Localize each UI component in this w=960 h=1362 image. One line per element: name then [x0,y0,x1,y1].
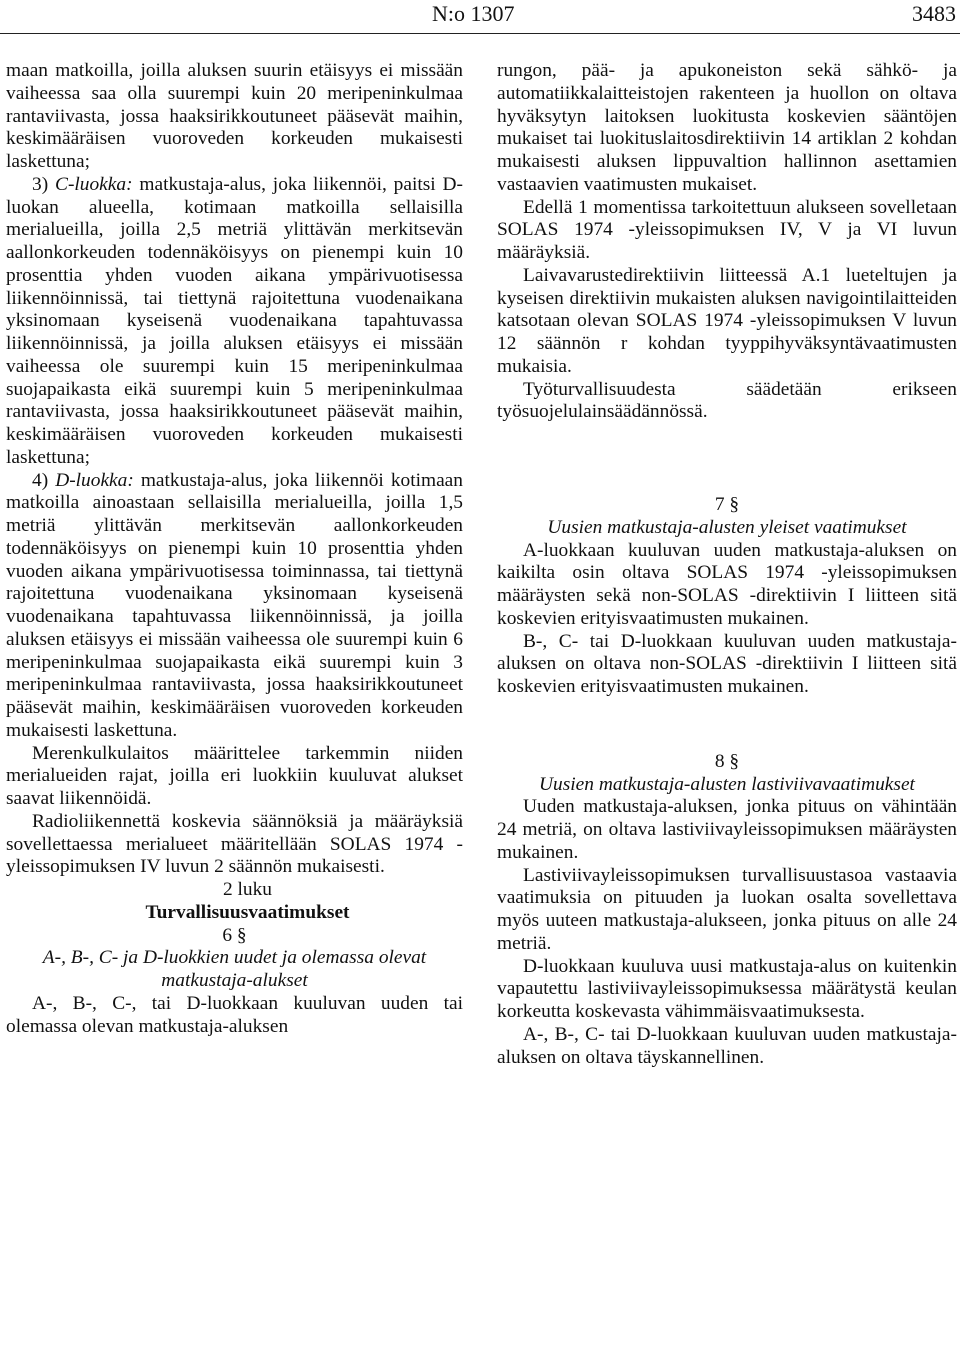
section-title: Uusien matkustaja-alusten lastiviivavaatimukset [539,773,915,795]
paragraph: A-, B-, C-, tai D-luokkaan kuuluvan uuden tai olemassa olevan matkustaja-aluksen [6,992,463,1037]
paragraph: rungon, pää- ja apukoneiston sekä sähkö- ja automatiikkalaitteistojen rakenteen ja huollon on oltava hyväksytyn laitoksen luokitusta koskevien sääntöjen mukaiset tai luokituslaitosdirektiivin 14 artiklan 2 kohdan mukaisesti aluksen lippuvaltion hallinnon asettamien vastaavien vaatimusten mukaiset. [497,60,957,195]
section-title: Uusien matkustaja-alusten yleiset vaatimukset [547,516,907,538]
class-term: C-luokka: [55,173,133,195]
paragraph: Lastiviivayleissopimuksen turvallisuustasoa vastaavia vaatimuksia on pituuden ja luokan osalta sovellettava myös uuteen matkustaja-alukseen, jonka pituus on alle 24 metriä. [497,864,957,954]
paragraph: B-, C- tai D-luokkaan kuuluvan uuden matkustaja-aluksen on oltava non-SOLAS -direktiivin I liitteen sitä koskevien erityisvaatimusten mukainen. [497,630,957,697]
paragraph: Edellä 1 momentissa tarkoitettuun alukseen sovelletaan SOLAS 1974 -yleissopimuksen IV, V ja VI luvun määräyksiä. [497,196,957,263]
page-number: 3483 [912,1,956,26]
paragraph: Laivavarustedirektiivin liitteessä A.1 lueteltujen ja kyseisen direktiivin mukaisten aluksen navigointilaitteiden katsotaan olevan SOLAS 1974 -yleissopimuksen V luvun 12 säännön r kohdan tyyppihyväksyntävaatimusten mukaisia. [497,264,957,377]
section-number: 6 § [222,924,247,946]
section-number: 7 § [714,494,740,515]
paragraph: Uuden matkustaja-aluksen, jonka pituus on vähintään 24 metriä, on oltava lastiviivayleissopimuksen määräysten mukainen. [497,796,957,863]
left-column [6,60,463,1038]
paragraph: A-, B-, C- tai D-luokkaan kuuluvan uuden matkustaja-aluksen on oltava täyskannellinen. [497,1023,957,1068]
class-term: D-luokka: [55,469,134,491]
item-number: 4) [32,469,56,491]
paragraph: Radioliikennettä koskevia säännöksiä ja määräyksiä sovellettaessa merialueet määritellään SOLAS 1974 -yleissopimuksen IV luvun 2 säännön mukaisesti. [6,810,463,878]
item-number: 3) [32,173,56,195]
chapter-title: Turvallisuusvaatimukset [145,901,350,923]
definition-text: matkustaja-alus, joka liikennöi kotimaan matkoilla ainoastaan sellaisilla merialueilla, joilla 1,5 metriä ylittävän merkitsevän aallonkorkeuden todennäköisyys on pienempi kuin 10 prosenttia yhden vuoden aikana ympärivuotisessa toiminnassa, tai tiettynä rajoitettuna vuodenaikana yksinomaan kyseisenä vuodenaikana tapahtuvassa liikennöinnissä, ja joilla aluksen etäisyys ei missään vaiheessa ole suurempi kuin 6 meripeninkulmaa suojapaikasta eikä suurempi kuin 3 meripeninkulmaa rantaviivasta, jossa haaksirikkoutuneet pääsevät maihin, keskimääräisen vuoroveden korkeuden mukaisesti laskettuna. [6,469,463,741]
chapter-number: 2 luku [222,879,273,900]
header-rule [0,33,960,34]
definition-text: matkustaja-alus, joka liikennöi, paitsi D-luokan alueella, kotimaan matkoilla sellaisilla merialueilla, joilla 2,5 metriä ylittävän merkitsevän aallonkorkeuden todennäköisyys on pienempi kuin 10 prosenttia yhden vuoden aikana ympärivuotisessa liikennöinnissä, tai tiettynä rajoitettuna vuodenaikana yksinomaan kyseisenä vuodenaikana tapahtuvassa liikennöinnissä, ja joilla aluksen etäisyys ei missään vaiheessa ole suurempi kuin 15 meripeninkulmaa suojapaikasta eikä suurempi kuin 5 meripeninkulmaa rantaviivasta, jossa haaksirikkoutuneet pääsevät maihin, keskimääräisen vuoroveden korkeuden mukaisesti laskettuna; [6,173,463,468]
class-c-definition [6,174,463,470]
paragraph: maan matkoilla, joilla aluksen suurin etäisyys ei missään vaiheessa saa olla suurempi kuin 20 meripeninkulmaa rantaviivasta, jossa haaksirikkoutuneet pääsevät maihin, keskimääräisen vuoroveden korkeuden mukaisesti laskettuna; [6,60,463,172]
section-number: 8 § [714,750,740,772]
paragraph: Merenkulkulaitos määrittelee tarkemmin niiden merialueiden rajat, joilla eri luokkiin kuuluvat alukset saavat liikennöidä. [6,742,463,809]
paragraph: A-luokkaan kuuluvan uuden matkustaja-aluksen on kaikilta osin oltava SOLAS 1974 -yleissopimuksen määräysten sekä non-SOLAS -direktiivin I liitteen sitä koskevien erityisvaatimusten mukainen. [497,539,957,629]
class-d-definition [6,470,463,743]
paragraph: Työturvallisuudesta säädetään erikseen työsuojelulainsäädännössä. [497,378,957,423]
right-column [497,60,957,1069]
paragraph: D-luokkaan kuuluva uusi matkustaja-alus on kuitenkin vapautettu lastiviivayleissopimuksessa määrätystä keulan korkeutta koskevasta vähimmäisvaatimuksesta. [497,955,957,1022]
issue-number: N:o 1307 [432,1,515,26]
page-header [0,0,960,34]
section-title: A-, B-, C- ja D-luokkien uudet ja olemassa olevat matkustaja-alukset [42,947,427,991]
